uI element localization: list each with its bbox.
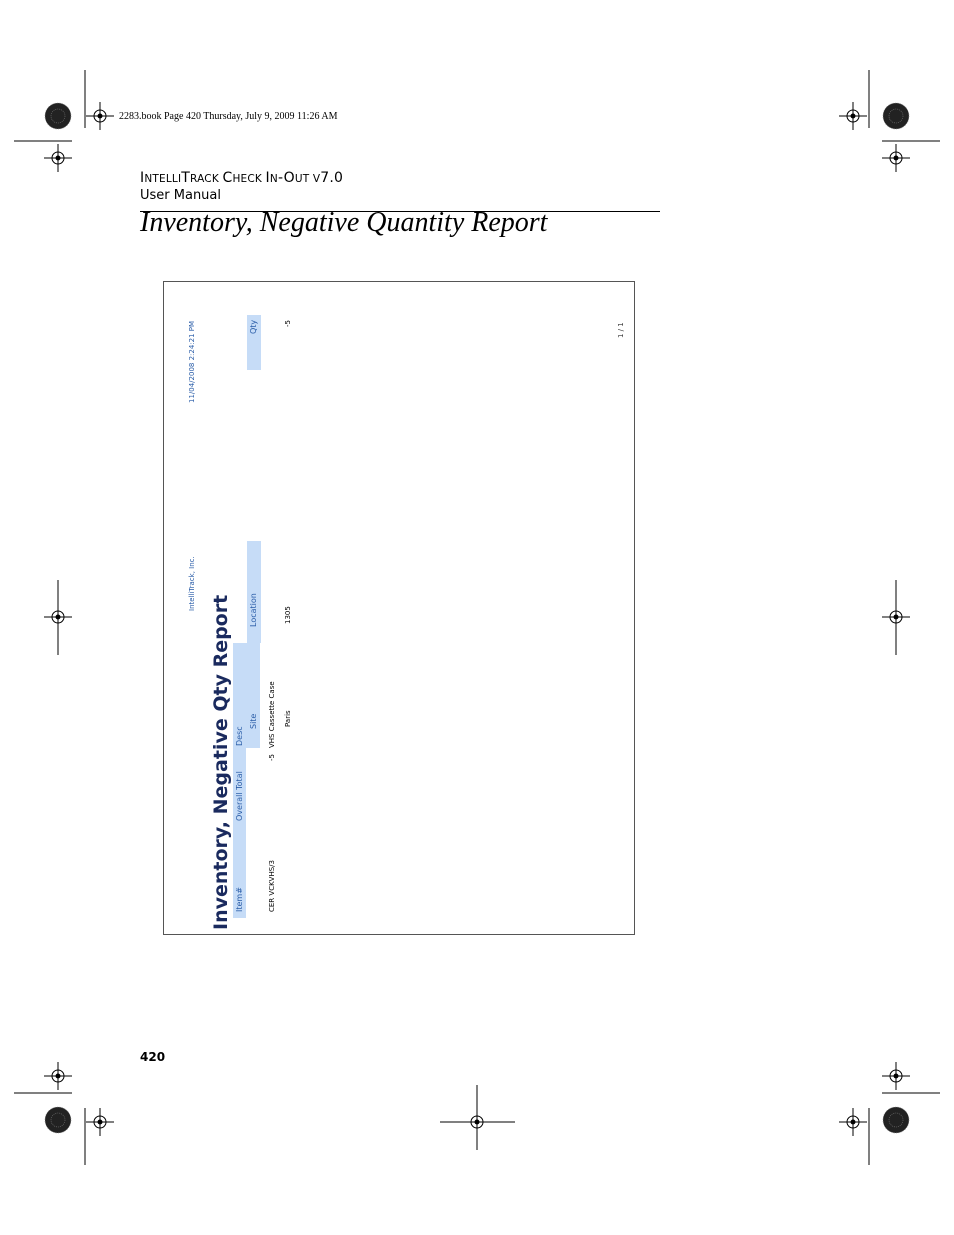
product-header-part: UT	[294, 173, 313, 185]
product-header-part: N	[269, 173, 278, 185]
product-header-part: I	[265, 170, 270, 186]
cell-overall-total: -5	[268, 754, 276, 761]
product-header-part: I	[140, 170, 145, 186]
book-info-line: 2283.book Page 420 Thursday, July 9, 2009 11:26 AM	[119, 111, 338, 122]
cell-desc: VHS Cassette Case	[268, 681, 276, 748]
product-header-part: V	[312, 173, 321, 185]
product-header-part: C	[222, 170, 233, 186]
column-header-qty: Qty	[249, 319, 258, 334]
product-header-part: HECK	[232, 173, 266, 185]
report-screenshot	[163, 281, 635, 935]
product-header-part: T	[181, 170, 191, 186]
report-title: Inventory, Negative Qty Report	[210, 594, 232, 930]
page-number: 420	[140, 1050, 166, 1064]
column-header-site: Site	[249, 713, 258, 729]
product-header-part: 7.0	[320, 170, 344, 186]
product-header-part: NTELLI	[144, 173, 182, 185]
product-header	[140, 170, 343, 186]
product-header-part: -O	[277, 170, 295, 186]
cell-qty: -5	[284, 320, 292, 327]
column-band-location	[247, 541, 261, 643]
report-page-indicator: 1 / 1	[617, 322, 625, 338]
column-header-overall-total: Overall Total	[235, 771, 244, 821]
header-subtitle: User Manual	[140, 188, 222, 203]
product-header-part: RACK	[190, 173, 223, 185]
column-header-item: Item#	[235, 887, 244, 912]
cell-item: CER VCKVHS/3	[268, 860, 276, 912]
page-heading: Inventory, Negative Quantity Report	[140, 207, 548, 238]
report-company: IntelliTrack, Inc.	[188, 556, 196, 611]
cell-location: 1305	[284, 606, 292, 624]
report-datetime: 11/04/2008 2:24:21 PM	[188, 320, 196, 403]
column-header-location: Location	[249, 593, 258, 627]
cell-site: Paris	[284, 710, 292, 727]
column-header-desc: Desc	[235, 726, 244, 746]
